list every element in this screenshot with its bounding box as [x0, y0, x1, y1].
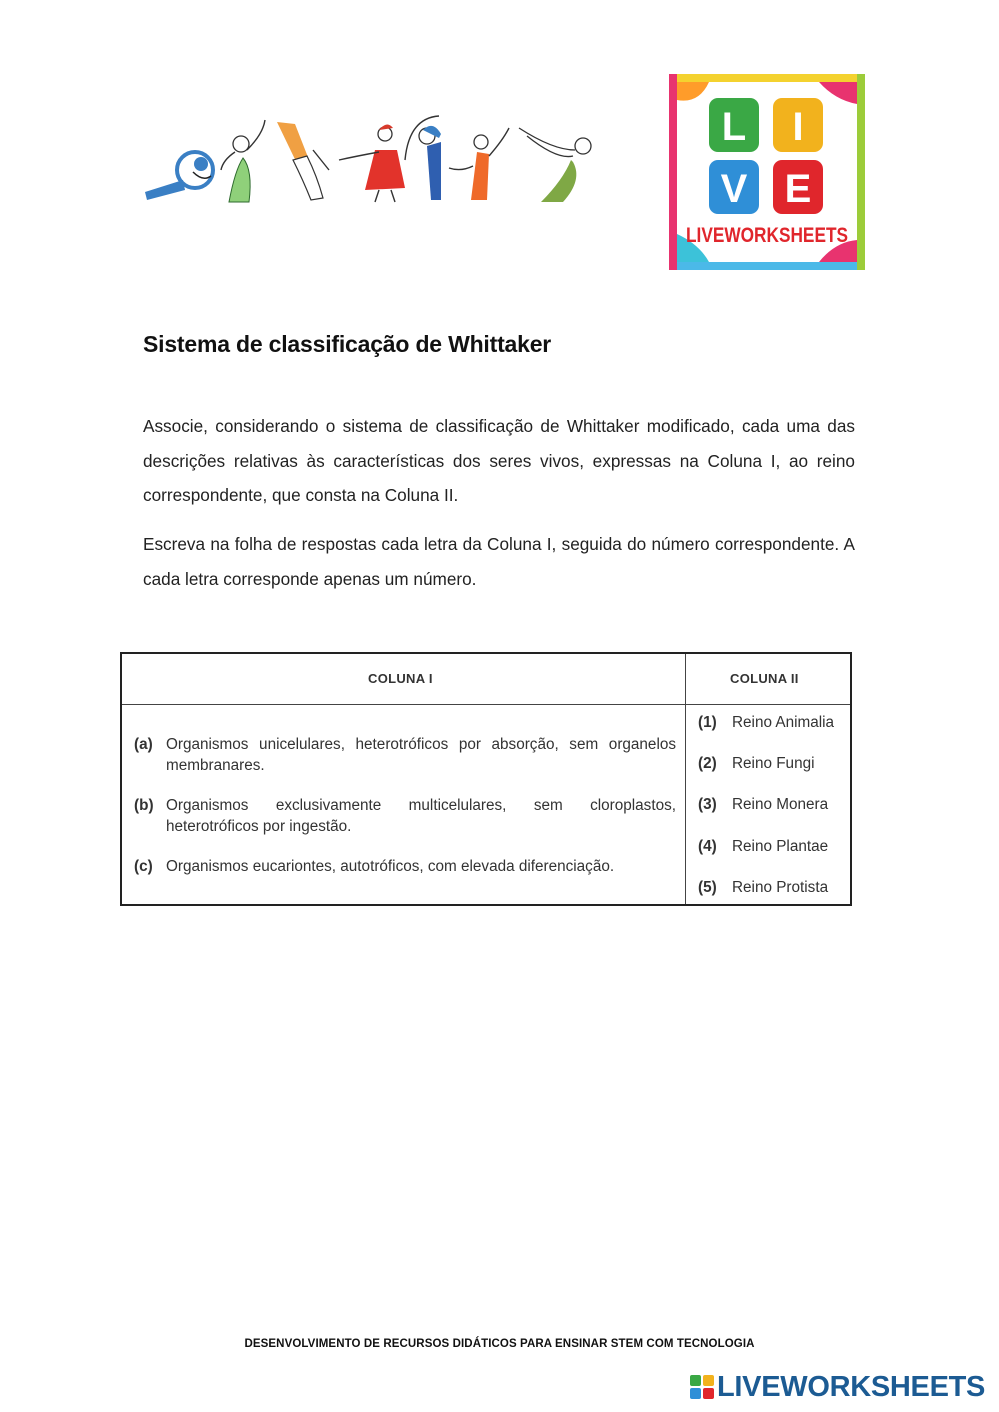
option-number: (3): [698, 796, 717, 813]
column-2-item-2: [698, 755, 814, 773]
column-2-item-5: [698, 879, 828, 897]
footer-brand-wordmark: LIVEWORKSHEETS: [717, 1370, 986, 1403]
option-number: (2): [698, 755, 717, 772]
item-label: (c): [134, 858, 153, 875]
item-text: Organismos exclusivamente multicelulares, sem cloroplastos, heterotróficos por ingestão.: [166, 797, 676, 835]
item-label: (b): [134, 797, 154, 814]
figure-orange-small: [449, 128, 509, 200]
logo-letter-v: V: [720, 167, 748, 211]
item-text: Organismos unicelulares, heterotróficos por absorção, sem organelos membranares.: [166, 736, 676, 774]
figure-green: [221, 120, 265, 202]
liveworksheets-logo: [669, 74, 865, 270]
item-label: (a): [134, 736, 153, 753]
column-2-item-4: [698, 838, 828, 856]
column-2-item-1: [698, 714, 834, 732]
option-number: (1): [698, 714, 717, 731]
logo-letter-l: L: [721, 105, 747, 149]
figure-orange: [277, 122, 329, 200]
footer-caption: DESENVOLVIMENTO DE RECURSOS DIDÁTICOS PARA ENSINAR STEM COM TECNOLOGIA: [244, 1338, 755, 1350]
instructions-paragraph-2: Escreva na folha de respostas cada letra da Coluna I, seguida do número correspondente. A cada letra corresponde apenas um número.: [143, 534, 855, 589]
figure-olive: [519, 128, 591, 202]
option-text: Reino Monera: [732, 796, 829, 813]
option-text: Reino Fungi: [732, 755, 815, 772]
column-1-header: COLUNA I: [368, 671, 433, 686]
live-tiles-icon: [690, 1375, 714, 1399]
option-text: Reino Plantae: [732, 838, 829, 855]
logo-wordmark: LIVEWORKSHEETS: [686, 224, 848, 247]
item-text: Organismos eucariontes, autotróficos, com elevada diferenciação.: [166, 858, 615, 875]
column-2-header: COLUNA II: [730, 671, 799, 686]
option-number: (5): [698, 879, 717, 896]
instructions-paragraph-1: Associe, considerando o sistema de classificação de Whittaker modificado, cada uma das descrições relativas às características dos seres vivos, expressas na Coluna I, ao reino correspondente, que consta na Coluna II.: [143, 416, 855, 505]
header-divider: [122, 704, 850, 705]
page-title: Sistema de classificação de Whittaker: [143, 331, 552, 357]
column-2-item-3: [698, 796, 828, 814]
footer-brand-logo[interactable]: [690, 1370, 985, 1404]
option-number: (4): [698, 838, 717, 855]
logo-letter-e: E: [784, 167, 812, 211]
figure-red: [339, 124, 405, 202]
figure-blue-arch: [405, 116, 441, 200]
column-divider: [685, 654, 686, 904]
logo-letter-i: I: [792, 105, 804, 149]
option-text: Reino Protista: [732, 879, 829, 896]
dancing-figures-illustration: [143, 110, 603, 205]
option-text: Reino Animalia: [732, 714, 835, 731]
figure-blue-circle: [145, 152, 213, 200]
matching-table: [120, 652, 852, 906]
